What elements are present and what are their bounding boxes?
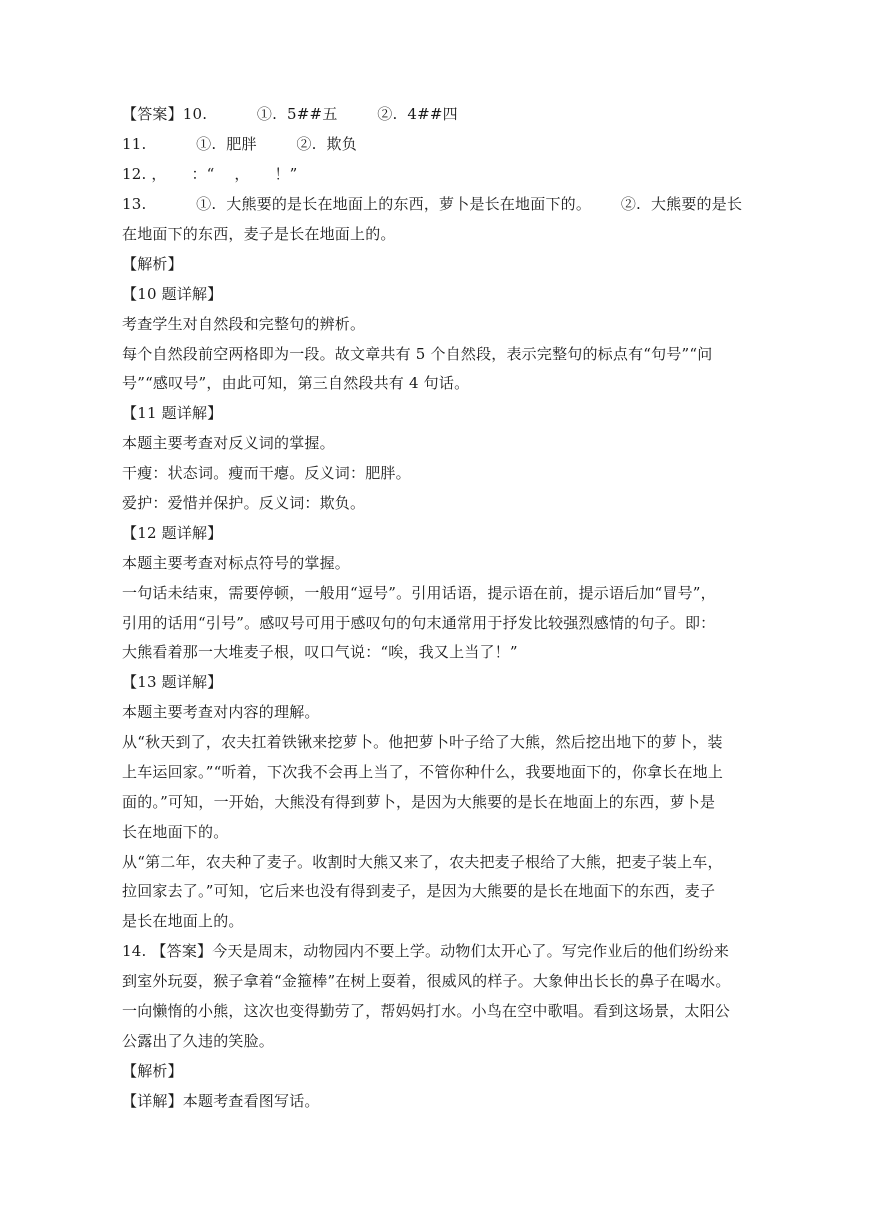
q13-heading: 【13 题详解】 — [122, 673, 223, 691]
answer-line-10: 【答案】10. ①. 5##五 ②. 4##四 — [122, 105, 458, 123]
q10-text-2: 每个自然段前空两格即为一段。故文章共有 5 个自然段，表示完整句的标点有“句号”“问 — [122, 345, 713, 363]
q12-heading: 【12 题详解】 — [122, 524, 223, 542]
q12-text-3: 引用的话用“引号”。感叹号可用于感叹句的句末通常用于抒发比较强烈感情的句子。即： — [122, 614, 716, 632]
q12-text-1: 本题主要考查对标点符号的掌握。 — [122, 554, 351, 572]
q12-text-4: 大熊看着那一大堆麦子根，叹口气说：“唉，我又上当了！” — [122, 643, 518, 661]
q13-text-6: 从“第二年，农夫种了麦子。收割时大熊又来了，农夫把麦子根给了大熊，把麦子装上车， — [122, 853, 723, 871]
q13-text-7: 拉回家去了。”可知，它后来也没有得到麦子，是因为大熊要的是长在地面下的东西，麦子 — [122, 882, 716, 900]
analysis-heading: 【解析】 — [122, 255, 183, 273]
answer-14-cont-1: 到室外玩耍，猴子拿着“金箍棒”在树上耍着，很威风的样子。大象伸出长长的鼻子在喝水。 — [122, 972, 731, 990]
q14-detail: 【详解】本题考查看图写话。 — [122, 1092, 320, 1110]
q13-text-3: 上车运回家。”“听着，下次我不会再上当了，不管你种什么，我要地面下的，你拿长在地上 — [122, 763, 724, 781]
q13-text-5: 长在地面下的。 — [122, 823, 229, 841]
q11-heading: 【11 题详解】 — [122, 404, 223, 422]
q13-text-8: 是长在地面上的。 — [122, 912, 244, 930]
q13-text-4: 面的。”可知，一开始，大熊没有得到萝卜，是因为大熊要的是长在地面上的东西，萝卜是 — [122, 793, 716, 811]
q10-heading: 【10 题详解】 — [122, 285, 223, 303]
q12-text-2: 一句话未结束，需要停顿，一般用“逗号”。引用话语，提示语在前，提示语后加“冒号”， — [122, 584, 716, 602]
q13-text-2: 从“秋天到了，农夫扛着铁锹来挖萝卜。他把萝卜叶子给了大熊，然后挖出地下的萝卜，装 — [122, 733, 723, 751]
answer-line-14: 14. 【答案】今天是周末，动物园内不要上学。动物们太开心了。写完作业后的他们纷纷来 — [122, 942, 730, 960]
answer-line-13-cont: 在地面下的东西，麦子是长在地面上的。 — [122, 225, 396, 243]
answer-line-11: 11. ①. 肥胖 ②. 欺负 — [122, 135, 357, 153]
analysis-heading-14: 【解析】 — [122, 1062, 183, 1080]
answer-14-cont-3: 公露出了久违的笑脸。 — [122, 1032, 275, 1050]
q13-text-1: 本题主要考查对内容的理解。 — [122, 703, 320, 721]
answer-line-13: 13. ①. 大熊要的是长在地面上的东西，萝卜是长在地面下的。 ②. 大熊要的是长 — [122, 195, 743, 213]
q11-text-1: 本题主要考查对反义词的掌握。 — [122, 434, 335, 452]
q11-text-2: 干瘦：状态词。瘦而干瘪。反义词：肥胖。 — [122, 464, 411, 482]
q11-text-3: 爱护：爱惜并保护。反义词：欺负。 — [122, 494, 366, 512]
q10-text-3: 号”“感叹号”，由此可知，第三自然段共有 4 句话。 — [122, 374, 470, 392]
answer-14-cont-2: 一向懒惰的小熊，这次也变得勤劳了，帮妈妈打水。小鸟在空中歌唱。看到这场景，太阳公 — [122, 1002, 731, 1020]
q10-text-1: 考查学生对自然段和完整句的辨析。 — [122, 315, 366, 333]
answer-line-12: 12. ， ：“ ， ！” — [122, 165, 298, 183]
